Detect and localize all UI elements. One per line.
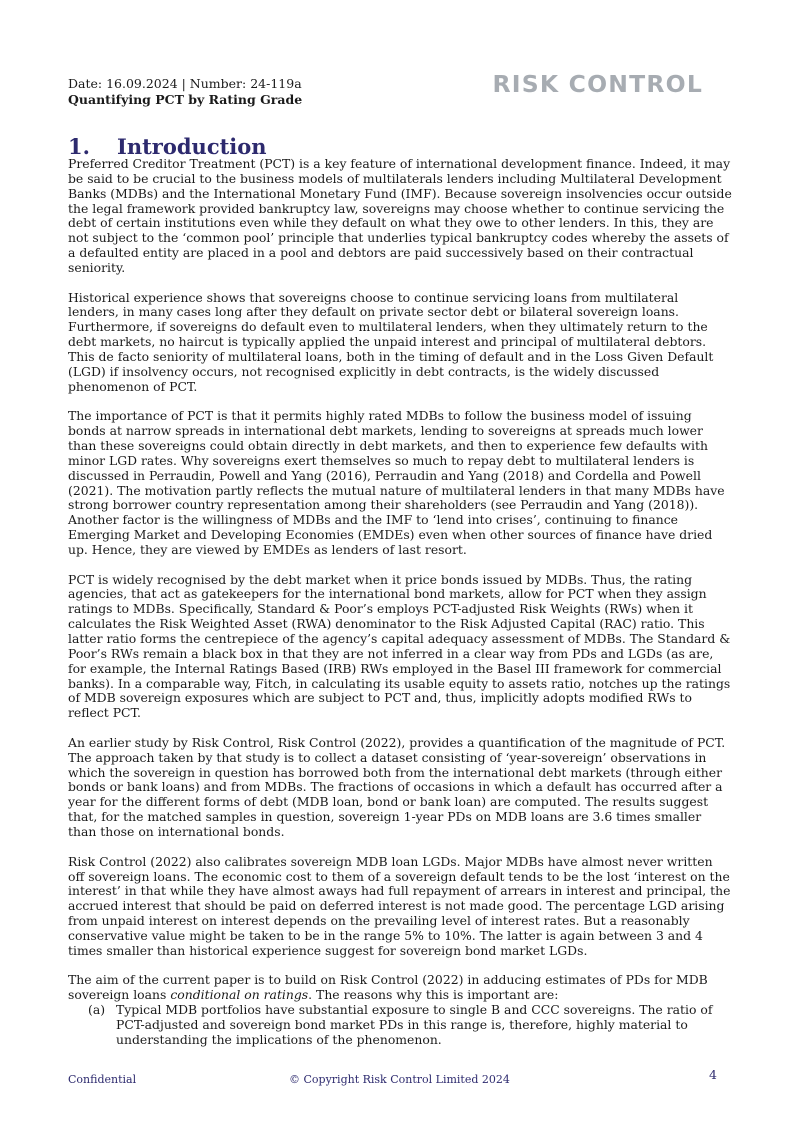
section-title: Introduction: [117, 134, 267, 159]
section-number: 1.: [68, 134, 90, 159]
page-number: 4: [709, 1067, 717, 1082]
reasons-list: [68, 1003, 732, 1048]
paragraph: Preferred Creditor Treatment (PCT) is a key feature of international development finance. Indeed, it may be said to be crucial to the business models of multilaterals lenders including Multilateral Development Banks (MDBs) and the International Monetary Fund (IMF). Because sovereign insolvencies occur outside the legal framework provided bankruptcy law, sovereigns may choose whether to continue servicing the debt of certain institutions even while they default on what they owe to other lenders. In this, they are not subject to the ‘common pool’ principle that underlies typical bankruptcy codes whereby the assets of a defaulted entity are placed in a pool and debtors are paid successively based on their contractual seniority.: [68, 156, 732, 275]
date-number-line: Date: 16.09.2024 | Number: 24-119a: [68, 76, 302, 91]
list-marker: (a): [88, 1002, 106, 1018]
paragraph: Historical experience shows that sovereigns choose to continue servicing loans from multilateral lenders, in many cases long after they default on private sector debt or bilateral sovereign loans. Furthermore, if sovereigns do default even to multilateral lenders, when they ultimately return to the debt markets, no haircut is typically applied the unpaid interest and principal of multilateral debtors. This de facto seniority of multilateral loans, both in the timing of default and in the Loss Given Default (LGD) if insolvency occurs, not recognised explicitly in debt contracts, is the widely discussed phenomenon of PCT.: [68, 289, 714, 394]
closing-paragraph: [68, 973, 732, 1003]
paragraph: PCT is widely recognised by the debt market when it price bonds issued by MDBs. Thus, the rating agencies, that act as gatekeepers for the international bond markets, allow for PCT when they assign ratings to MDBs. Specifically, Standard & Poor’s employs PCT-adjusted Risk Weights (RWs) when it calculates the Risk Weighted Asset (RWA) denominator to the Risk Adjusted Capital (RAC) ratio. This latter ratio forms the centrepiece of the agency’s capital adequacy assessment of MDBs. The Standard & Poor’s RWs remain a black box in that they are not inferred in a clear way from PDs and LGDs (as are, for example, the Internal Ratings Based (IRB) RWs employed in the Basel III framework for commercial banks). In a comparable way, Fitch, in calculating its usable equity to assets ratio, notches up the ratings of MDB sovereign exposures which are subject to PCT and, thus, implicitly adopts modified RWs to reflect PCT.: [68, 571, 731, 721]
closing-lead: The aim of the current paper is to build on Risk Control (2022) in adducing estimates of PDs for MDB sovereign loans: [68, 972, 708, 1003]
list-item: [68, 1003, 732, 1048]
paragraph: The importance of PCT is that it permits highly rated MDBs to follow the business model of issuing bonds at narrow spreads in international debt markets, lending to sovereigns at spreads much lower than these sovereigns could obtain directly in debt markets, and then to experience few defaults with minor LGD rates. Why sovereigns exert themselves so much to repay debt to multilateral lenders is discussed in Perraudin, Powell and Yang (2016), Perraudin and Yang (2018) and Cordella and Powell (2021). The motivation partly reflects the mutual nature of multilateral lenders in that many MDBs have strong borrower country representation among their shareholders (see Perraudin and Yang (2018)). Another factor is the willingness of MDBs and the IMF to ‘lend into crises’, continuing to finance Emerging Market and Developing Economies (EMDEs) even when other sources of finance have dried up. Hence, they are viewed by EMDEs as lenders of last resort.: [68, 408, 725, 557]
closing-emphasis: conditional on ratings: [170, 987, 309, 1003]
footer-confidential: Confidential: [68, 1073, 137, 1086]
brand-logo: RISK CONTROL: [492, 70, 703, 98]
closing-tail: . The reasons why this is important are:: [308, 987, 559, 1003]
paragraph: An earlier study by Risk Control, Risk Control (2022), provides a quantification of the magnitude of PCT. The approach taken by that study is to collect a dataset consisting of ‘year-sovereign’ observations in which the sovereign in question has borrowed both from the international debt markets (through either bonds or bank loans) and from MDBs. The fractions of occasions in which a default has occurred after a year for the different forms of debt (MDB loan, bond or bank loan) are computed. The results suggest that, for the matched samples in question, sovereign 1-year PDs on MDB loans are 3.6 times smaller than those on international bonds.: [68, 734, 726, 839]
footer-copyright: © Copyright Risk Control Limited 2024: [289, 1073, 510, 1086]
body-text: [68, 157, 732, 1048]
paragraph: Risk Control (2022) also calibrates sovereign MDB loan LGDs. Major MDBs have almost never written off sovereign loans. The economic cost to them of a sovereign default tends to be the lost ‘interest on the interest’ in that while they have almost aways had full repayment of arrears in interest and principal, the accrued interest that should be paid on deferred interest is not made good. The percentage LGD arising from unpaid interest on interest depends on the prevailing level of interest rates. But a reasonably conservative value might be taken to be in the range 5% to 10%. The latter is again between 3 and 4 times smaller than historical experience suggest for sovereign bond market LGDs.: [68, 853, 731, 958]
document-meta: [68, 76, 302, 108]
document-subtitle: Quantifying PCT by Rating Grade: [68, 92, 303, 107]
list-item-text: Typical MDB portfolios have substantial exposure to single B and CCC sovereigns. The ratio of PCT-adjusted and sovereign bond market PDs in this range is, therefore, highly material to understanding the implications of the phenomenon.: [116, 1002, 713, 1047]
